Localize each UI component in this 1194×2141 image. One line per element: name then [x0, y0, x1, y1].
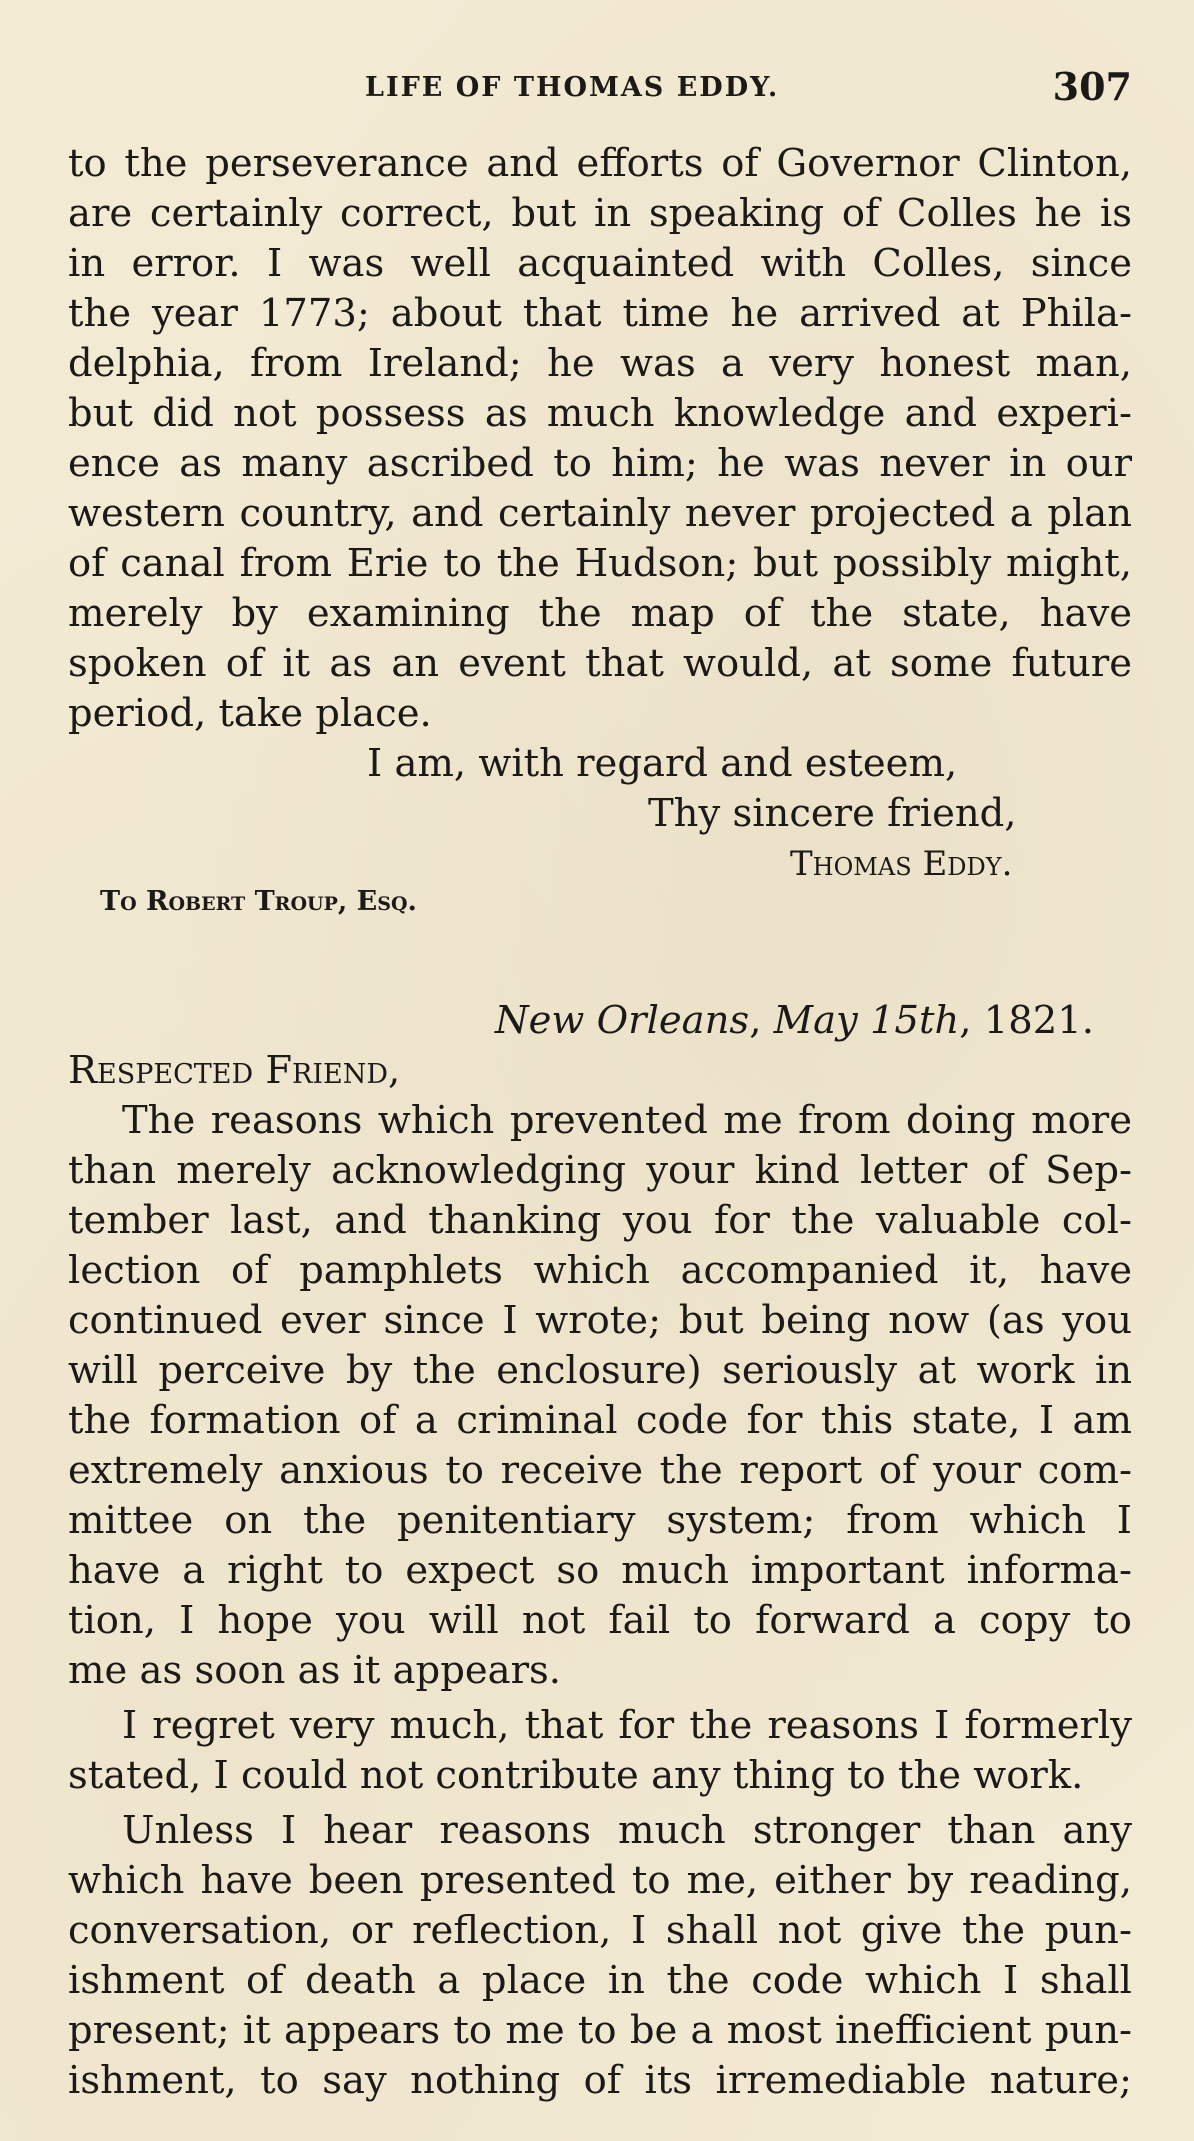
text-line: ence as many ascribed to him; he was never in our: [68, 441, 1132, 486]
running-head: [0, 64, 1194, 109]
text-line: Unless I hear reasons much stronger than any: [122, 1808, 1132, 1853]
closing-line-1: I am, with regard and esteem,: [367, 741, 958, 786]
page-number: 307: [1052, 64, 1132, 109]
closing-line-2: Thy sincere friend,: [648, 791, 1017, 836]
dateline: [495, 997, 1094, 1045]
text-line: present; it appears to me to be a most inefficient pun-: [68, 2008, 1132, 2053]
text-line: western country, and certainly never projected a plan: [68, 491, 1132, 536]
text-line: are certainly correct, but in speaking of Colles he is: [68, 191, 1132, 236]
dateline-date: May 15th: [773, 998, 960, 1043]
text-line: conversation, or reflection, I shall not give the pun-: [68, 1908, 1132, 1953]
text-line: will perceive by the enclosure) seriously at work in: [68, 1348, 1132, 1393]
text-line: ishment of death a place in the code which I shall: [68, 1958, 1132, 2003]
text-line: but did not possess as much knowledge and experi-: [68, 391, 1132, 436]
text-line: in error. I was well acquainted with Colles, since: [68, 241, 1132, 286]
text-line: of canal from Erie to the Hudson; but possibly might,: [68, 541, 1132, 586]
text-line: the year 1773; about that time he arrived at Phila-: [68, 291, 1132, 336]
text-line: I regret very much, that for the reasons I formerly: [122, 1703, 1132, 1748]
text-line: which have been presented to me, either by reading,: [68, 1858, 1132, 1903]
signature: Thomas Eddy.: [790, 844, 1013, 884]
text-line: tion, I hope you will not fail to forward a copy to: [68, 1598, 1132, 1643]
text-line: ishment, to say nothing of its irremediable nature;: [68, 2058, 1132, 2103]
addressee: To Robert Troup, Esq.: [100, 886, 417, 917]
text-line: merely by examining the map of the state, have: [68, 591, 1132, 636]
text-line: have a right to expect so much important informa-: [68, 1548, 1132, 1593]
text-line: continued ever since I wrote; but being now (as you: [68, 1298, 1132, 1343]
text-line: extremely anxious to receive the report of your com-: [68, 1448, 1132, 1493]
text-line: tember last, and thanking you for the valuable col-: [68, 1198, 1132, 1243]
dateline-comma: ,: [749, 998, 774, 1043]
text-line: than merely acknowledging your kind letter of Sep-: [68, 1148, 1132, 1193]
running-title: LIFE OF THOMAS EDDY.: [365, 72, 780, 103]
text-line: me as soon as it appears.: [68, 1648, 561, 1693]
text-line: to the perseverance and efforts of Governor Clinton,: [68, 141, 1132, 186]
text-line: period, take place.: [68, 691, 432, 736]
salutation: Respected Friend,: [68, 1048, 401, 1093]
text-line: the formation of a criminal code for this state, I am: [68, 1398, 1132, 1443]
text-line: delphia, from Ireland; he was a very honest man,: [68, 341, 1132, 386]
text-line: lection of pamphlets which accompanied it, have: [68, 1248, 1132, 1293]
text-line: spoken of it as an event that would, at some future: [68, 641, 1132, 686]
text-line: stated, I could not contribute any thing to the work.: [68, 1753, 1084, 1798]
dateline-year: , 1821.: [959, 998, 1094, 1043]
dateline-place: New Orleans: [494, 998, 750, 1043]
text-line: The reasons which prevented me from doing more: [122, 1098, 1132, 1143]
text-line: mittee on the penitentiary system; from which I: [68, 1498, 1132, 1543]
